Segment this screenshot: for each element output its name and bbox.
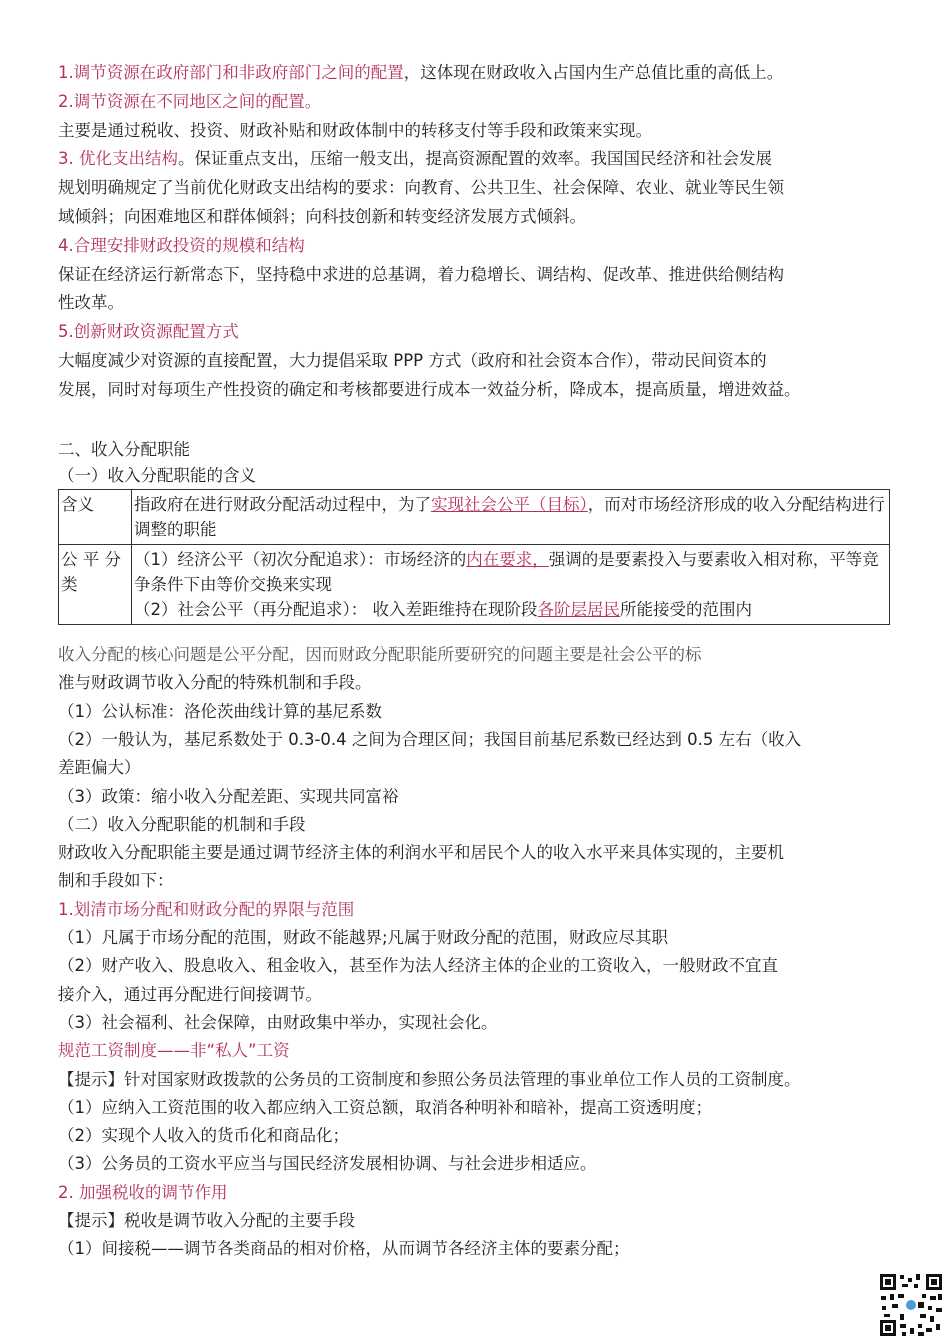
text-segment: 【提示】针对国家财政拨款的公务员的工资制度和参照公务员法管理的事业单位工作人员的工资制度。 bbox=[58, 1069, 801, 1089]
text-segment: 域倾斜；向困难地区和群体倾斜；向科技创新和转变经济发展方式倾斜。 bbox=[58, 207, 586, 226]
text-segment: 。保证重点支出，压缩一般支出，提高资源配置的效率。我国国民经济和社会发展 bbox=[178, 149, 772, 169]
text-line bbox=[58, 784, 399, 810]
text-segment: （1）应纳入工资范围的收入都应纳入工资总额，取消各种明补和暗补，提高工资透明度； bbox=[58, 1097, 712, 1117]
text-segment: 1.划清市场分配和财政分配的界限与范围 bbox=[58, 899, 355, 919]
text-line bbox=[58, 897, 354, 923]
text-line bbox=[58, 1236, 630, 1262]
text-line bbox=[58, 146, 772, 172]
text-line bbox=[58, 1038, 290, 1064]
fairness-b-text-end: 所能接受的范围内 bbox=[620, 600, 752, 619]
table-key-meaning: 含义 bbox=[59, 490, 132, 545]
text-segment: 接介入，通过再分配进行间接调节。 bbox=[58, 984, 322, 1004]
text-line bbox=[58, 204, 586, 230]
text-line bbox=[58, 953, 778, 979]
text-line bbox=[58, 1208, 355, 1234]
text-segment: 发展，同时对每项生产性投资的确定和考核都要进行成本一效益分析，降成本，提高质量，增进效益。 bbox=[58, 379, 801, 399]
text-line bbox=[58, 89, 321, 115]
text-segment: 规划明确规定了当前优化财政支出结构的要求：向教育、公共卫生、社会保障、农业、就业等民生领 bbox=[58, 178, 784, 198]
text-line bbox=[58, 262, 784, 288]
text-segment: 大幅度减少对资源的直接配置，大力提倡采取 PPP 方式（政府和社会资本合作），带动民间资本的 bbox=[58, 351, 767, 370]
table-value-meaning bbox=[132, 490, 890, 545]
text-segment: （2）一般认为，基尼系数处于 0.3-0.4 之间为合理区间；我国目前基尼系数已经达到 0.5 左右（收入 bbox=[58, 729, 802, 749]
text-segment: 规范工资制度——非“私人”工资 bbox=[58, 1041, 290, 1061]
text-segment: 主要是通过税收、投资、财政补贴和财政体制中的转移支付等手段和政策来实现。 bbox=[58, 120, 652, 140]
text-line bbox=[58, 118, 652, 144]
text-segment: （1）凡属于市场分配的范围，财政不能越界;凡属于财政分配的范围，财政应尽其职 bbox=[58, 928, 669, 947]
text-line bbox=[58, 1010, 498, 1036]
meaning-highlight: 实现社会公平（目标） bbox=[431, 495, 588, 514]
text-segment: （二）收入分配职能的机制和手段 bbox=[58, 814, 306, 834]
text-segment: 4.合理安排财政投资的规模和结构 bbox=[58, 235, 305, 255]
text-line bbox=[58, 925, 668, 951]
text-segment: 【提示】税收是调节收入分配的主要手段 bbox=[58, 1211, 355, 1230]
text-segment: 制和手段如下： bbox=[58, 871, 174, 891]
text-segment: （2）实现个人收入的货币化和商品化； bbox=[58, 1126, 349, 1146]
text-line bbox=[58, 1067, 801, 1093]
qr-code-icon bbox=[878, 1272, 944, 1338]
fairness-a-highlight: 内在要求， bbox=[466, 550, 549, 569]
text-segment: 保证在经济运行新常态下，坚持稳中求进的总基调，着力稳增长、调结构、促改革、推进供给侧结构 bbox=[58, 264, 784, 284]
meaning-text-end: ，而对市场经济形成的收入分配结构进行调整的职能 bbox=[134, 495, 885, 539]
text-segment: （3）社会福利、社会保障，由财政集中举办，实现社会化。 bbox=[58, 1012, 498, 1032]
meaning-text: 指政府在进行财政分配活动过程中，为了 bbox=[134, 495, 431, 514]
text-line bbox=[58, 290, 124, 316]
fairness-b-text: （2）社会公平（再分配追求）： 收入差距维持在现阶段 bbox=[134, 600, 538, 619]
table-key-fairness: 公 平 分类 bbox=[59, 545, 132, 625]
text-segment: 收入分配的核心问题是公平分配，因而财政分配职能所要研究的问题主要是社会公平的标 bbox=[58, 645, 702, 664]
text-line bbox=[58, 982, 322, 1008]
text-segment: 2. 加强税收的调节作用 bbox=[58, 1182, 228, 1202]
text-segment: 2.调节资源在不同地区之间的配置。 bbox=[58, 91, 322, 111]
text-segment: 3. 优化支出结构 bbox=[58, 149, 178, 169]
text-line bbox=[58, 1180, 228, 1206]
economic-fairness bbox=[134, 547, 887, 597]
text-segment: 财政收入分配职能主要是通过调节经济主体的利润水平和居民个人的收入水平来具体实现的，主要机 bbox=[58, 843, 784, 863]
text-segment: （3）公务员的工资水平应当与国民经济发展相协调、与社会进步相适应。 bbox=[58, 1154, 597, 1174]
table-row bbox=[59, 490, 890, 545]
text-line bbox=[58, 755, 141, 781]
text-line bbox=[58, 348, 767, 374]
subsection-title: （一）收入分配职能的含义 bbox=[58, 466, 256, 485]
text-line bbox=[58, 699, 382, 725]
table-value-fairness bbox=[132, 545, 890, 625]
text-line bbox=[58, 1151, 597, 1177]
text-line bbox=[58, 319, 239, 345]
text-segment: 性改革。 bbox=[58, 293, 124, 313]
fairness-a-text-end: 强调的是要素投入与要素收入相对称，平等竞争条件下由等价交换来实现 bbox=[134, 550, 879, 594]
text-line bbox=[58, 377, 801, 403]
text-line bbox=[58, 840, 784, 866]
definition-table bbox=[58, 489, 890, 625]
text-line bbox=[58, 812, 306, 838]
text-line bbox=[58, 233, 305, 259]
text-line bbox=[58, 1095, 712, 1121]
text-line bbox=[58, 175, 784, 201]
text-segment: （2）财产收入、股息收入、租金收入，甚至作为法人经济主体的企业的工资收入，一般财政不宜直 bbox=[58, 956, 778, 976]
text-segment: （1）公认标准：洛伦茨曲线计算的基尼系数 bbox=[58, 701, 382, 721]
text-segment: 5.创新财政资源配置方式 bbox=[58, 322, 239, 342]
text-line bbox=[58, 642, 702, 668]
text-segment: 1.调节资源在政府部门和非政府部门之间的配置 bbox=[58, 63, 404, 82]
text-segment: ，这体现在财政收入占国内生产总值比重的高低上。 bbox=[403, 63, 784, 82]
text-segment: （1）间接税——调节各类商品的相对价格，从而调节各经济主体的要素分配； bbox=[58, 1239, 630, 1259]
text-line bbox=[58, 1123, 349, 1149]
social-fairness bbox=[134, 597, 887, 622]
fairness-b-highlight: 各阶层居民 bbox=[537, 600, 620, 619]
text-segment: 准与财政调节收入分配的特殊机制和手段。 bbox=[58, 673, 372, 693]
text-line bbox=[58, 670, 372, 696]
table-row bbox=[59, 545, 890, 625]
section-title: 二、收入分配职能 bbox=[58, 440, 190, 459]
text-line bbox=[58, 60, 783, 86]
text-segment: 差距偏大） bbox=[58, 758, 141, 778]
text-line bbox=[58, 727, 801, 753]
fairness-a-text: （1）经济公平（初次分配追求）：市场经济的 bbox=[134, 550, 467, 569]
text-segment: （3）政策：缩小收入分配差距、实现共同富裕 bbox=[58, 786, 399, 806]
text-line bbox=[58, 868, 174, 894]
